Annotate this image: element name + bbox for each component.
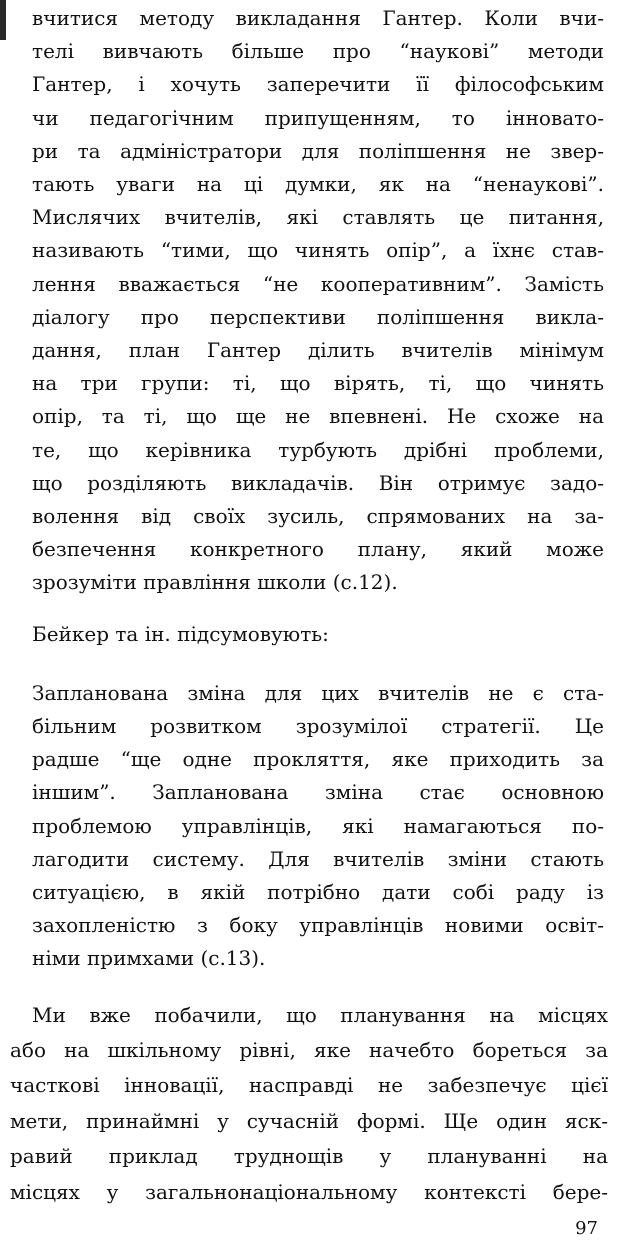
quote1-line: називають “тими, що чинять опір”, а їхнє став- (32, 238, 604, 263)
quote1-line: дання, план Гантер ділить вчителів мінімум (32, 338, 604, 362)
quote2-line: Запланована зміна для цих вчителів не є ста- (32, 680, 604, 705)
quote1-line: лення вважається “не кооперативним”. Замість (32, 271, 604, 296)
paragraph-line: часткові інновації, насправді не забезпечує цієї (10, 1073, 608, 1098)
quote1-line: телі вивчають більше про “наукові” методи (32, 39, 604, 64)
page-number: 97 (575, 1218, 598, 1239)
quote1-line: ри та адміністратори для поліпшення не звер- (32, 138, 604, 163)
quote1-line: опір, та ті, що ще не впевнені. Не схоже на (32, 404, 604, 429)
quote1-line: безпечення конкретного плану, який може (32, 537, 604, 562)
quote1-line: Мислячих вчителів, які ставлять це питання, (32, 205, 604, 230)
quote1-line: зрозуміти правління школи (с.12). (32, 570, 398, 595)
quote1-line: що розділяють викладачів. Він отримує задо- (32, 470, 604, 495)
quote2-line: іншим”. Запланована зміна стає основною (32, 780, 604, 805)
quote2-line: захопленістю з боку управлінців новими освіт- (32, 913, 604, 938)
quote2-line: ситуацією, в якій потрібно дати собі раду із (32, 880, 604, 904)
quote1-line: діалогу про перспективи поліпшення викла- (32, 304, 604, 329)
quote2-line: проблемою управлінців, які намагаються по- (32, 813, 604, 838)
quote2-line: радше “ще одне прокляття, яке приходить за (32, 747, 604, 772)
quote2-line: німи примхами (с.13). (32, 946, 266, 971)
quote2-line: більним розвитком зрозумілої стратегії. Це (32, 714, 604, 738)
quote1-line: чи педагогічним припущенням, то інновато- (32, 105, 604, 130)
paragraph-line: мети, принаймні у сучасній формі. Ще один яск- (10, 1108, 608, 1133)
quote1-line: на три групи: ті, що вірять, ті, що чинять (32, 371, 604, 396)
quote1-line: тають уваги на ці думки, як на “ненаукові”. (32, 172, 604, 196)
paragraph-line: Ми вже побачили, що планування на місцях (32, 1002, 608, 1027)
page-edge-mark (0, 0, 6, 40)
quote1-line: вчитися методу викладання Гантер. Коли вчи- (32, 6, 604, 30)
paragraph-line: або на шкільному рівні, яке начебто бореться за (10, 1038, 608, 1062)
quote1-line: Гантер, і хочуть заперечити її філософським (32, 72, 604, 97)
quote2-line: лагодити систему. Для вчителів зміни стають (32, 846, 604, 871)
quote1-line: те, що керівника турбують дрібні проблеми, (32, 437, 604, 462)
paragraph-line: місцях у загальнонаціональному контексті бере- (10, 1179, 608, 1204)
lead-in-text: Бейкер та ін. підсумовують: (32, 621, 329, 646)
quote1-line: волення від своїх зусиль, спрямованих на за- (32, 504, 604, 528)
paragraph-line: равий приклад труднощів у плануванні на (10, 1144, 608, 1169)
